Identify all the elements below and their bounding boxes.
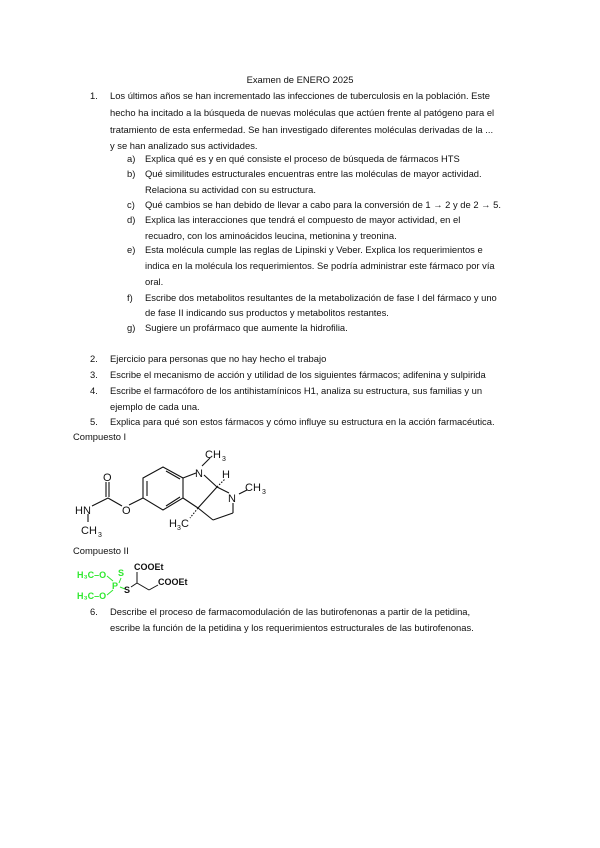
question-5-text: Explica para qué son estos fármacos y cómo influye su estructura en la acción farmacéutica. (110, 416, 495, 427)
svg-text:CH: CH (205, 449, 221, 461)
svg-text:H: H (222, 469, 230, 481)
svg-text:3: 3 (222, 456, 226, 463)
sub-letter: b) (127, 168, 136, 179)
sub-text: Escribe dos metabolitos resultantes de la metabolización de fase I del fármaco y uno (145, 292, 497, 303)
question-text-line: Los últimos años se han incrementado las infecciones de tuberculosis en la población. Este (110, 90, 490, 101)
compound-1-label: Compuesto I (73, 431, 127, 442)
question-6-text: Describe el proceso de farmacomodulación de las butirofenonas a partir de la petidina, (110, 606, 471, 617)
question-number: 4. (90, 385, 98, 396)
question-number: 1. (90, 90, 98, 101)
svg-text:H: H (169, 518, 177, 530)
svg-text:3: 3 (177, 525, 181, 532)
question-6-text: escribe la función de la petidina y los requerimientos estructurales de las butirofenonas. (110, 622, 474, 633)
sub-text: de fase II indicando sus productos y metabolitos restantes. (145, 307, 389, 318)
sub-text: Explica las interacciones que tendrá el compuesto de mayor actividad, en el (145, 214, 461, 225)
sub-text: recuadro, con los aminoácidos leucina, metionina y treonina. (145, 230, 397, 241)
svg-text:H₃C–O: H₃C–O (77, 570, 107, 580)
svg-text:CH: CH (81, 525, 97, 537)
svg-text:S: S (118, 568, 125, 578)
question-number: 2. (90, 353, 98, 364)
exam-title: Examen de ENERO 2025 (246, 74, 354, 85)
svg-text:COOEt: COOEt (158, 577, 188, 587)
sub-letter: f) (127, 292, 133, 303)
question-text-line: hecho ha incitado a la búsqueda de nuevas moléculas que actúen frente al patógeno para el (110, 107, 495, 118)
svg-text:COOEt: COOEt (134, 562, 164, 572)
svg-text:O: O (122, 505, 131, 517)
sub-letter: e) (127, 244, 136, 255)
sub-text: oral. (145, 276, 164, 287)
sub-text: Relaciona su actividad con su estructura. (145, 184, 316, 195)
compound-1-atom-labels (75, 449, 266, 539)
sub-text: Esta molécula cumple las reglas de Lipinski y Veber. Explica los requerimientos e (145, 244, 483, 255)
question-number: 3. (90, 369, 98, 380)
question-4-text: ejemplo de cada una. (110, 401, 200, 412)
sub-letter: d) (127, 214, 136, 225)
svg-text:3: 3 (98, 532, 102, 539)
sub-letter: c) (127, 199, 135, 210)
sub-text: Qué similitudes estructurales encuentras entre las moléculas de mayor actividad. (145, 168, 482, 179)
question-4-text: Escribe el farmacóforo de los antihistamínicos H1, analiza su estructura, sus familias y un (110, 385, 483, 396)
svg-text:N: N (195, 468, 203, 480)
svg-text:3: 3 (262, 489, 266, 496)
sub-text: Explica qué es y en qué consiste el proceso de búsqueda de fármacos HTS (145, 153, 460, 164)
svg-text:HN: HN (75, 505, 91, 517)
svg-text:N: N (228, 493, 236, 505)
compound-2-label: Compuesto II (73, 545, 129, 556)
svg-text:C: C (181, 518, 189, 530)
question-number: 6. (90, 606, 98, 617)
sub-text: Sugiere un profármaco que aumente la hidrofilia. (145, 322, 348, 333)
svg-text:S: S (124, 585, 131, 595)
sub-letter: g) (127, 322, 136, 333)
question-3-text: Escribe el mecanismo de acción y utilidad de los siguientes fármacos; adifenina y sulpirida (110, 369, 486, 380)
question-text-line: y se han analizado sus actividades. (110, 140, 258, 151)
svg-text:O: O (103, 472, 112, 484)
sub-text: Qué cambios se han debido de llevar a cabo para la conversión de 1 → 2 y de 2 → 5. (145, 199, 501, 210)
svg-text:CH: CH (245, 482, 261, 494)
compound-2-structure (77, 562, 188, 601)
question-text-line: tratamiento de esta enfermedad. Se han investigado diferentes moléculas derivadas de la ... (110, 124, 494, 135)
sub-letter: a) (127, 153, 136, 164)
sub-text: indica en la molécula los requerimientos. Se podría administrar este fármaco por vía (145, 260, 495, 271)
question-2-text: Ejercicio para personas que no hay hecho el trabajo (110, 353, 327, 364)
compound-1-structure (88, 458, 247, 522)
question-number: 5. (90, 416, 98, 427)
svg-text:P: P (112, 581, 119, 591)
svg-text:H₃C–O: H₃C–O (77, 591, 107, 601)
